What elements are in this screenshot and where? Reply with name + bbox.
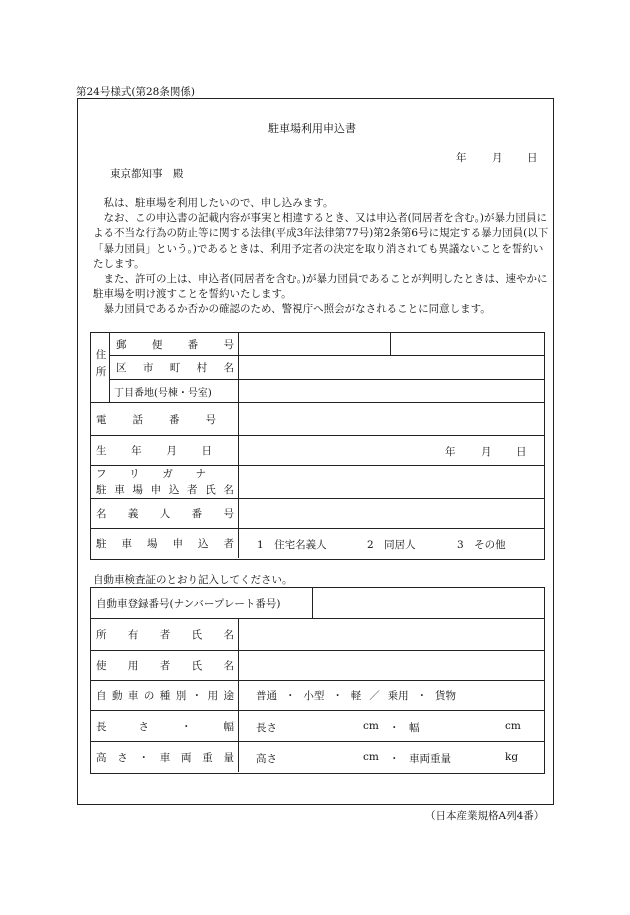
postal-code-extra-field[interactable]: [391, 333, 543, 355]
phone-label: 電 話 番 号: [96, 413, 216, 426]
user-input[interactable]: [239, 651, 543, 680]
body-paragraph: 私は、駐車場を利用したいので、申し込みます。: [103, 197, 334, 209]
owner-label: 所 有 者 氏 名: [96, 629, 234, 641]
height-weight-label: 高 さ ・ 車 両 重 量: [96, 751, 234, 764]
holder-number-input[interactable]: [239, 499, 543, 528]
form-number: 第24号様式(第28条関係): [76, 86, 195, 98]
type-use-label: 自 動 車 の 種 別 ・ 用 途: [96, 690, 234, 702]
postal-code-label: 郵 便 番 号: [116, 338, 234, 351]
registration-label: 自動車登録番号(ナンバープレート番号): [96, 597, 281, 610]
user-label: 使 用 者 氏 名: [96, 660, 234, 672]
holder-number-label: 名 義 人 番 号: [96, 508, 234, 520]
applicant-name-input[interactable]: [239, 466, 543, 498]
body-paragraph: また、許可の上は、申込者(同居者を含む。)が暴力団員であることが判明したときは、速やかに駐車場を明け渡すことを誓約いたします。: [93, 273, 548, 301]
birth-label: 生 年 月 日: [96, 445, 212, 457]
addressee: 東京都知事 殿: [110, 168, 184, 180]
address-label: [93, 347, 109, 381]
date-year: 年: [456, 152, 467, 164]
date-month: 月: [492, 152, 503, 164]
birth-input[interactable]: 年 月 日: [445, 446, 527, 458]
city-label: 区 市 町 村 名: [116, 362, 234, 374]
city-input[interactable]: [239, 356, 543, 379]
footer-note: （日本産業規格A列4番）: [425, 810, 545, 822]
option-other[interactable]: 3 その他: [457, 539, 506, 551]
body-paragraph: 暴力団員であるか否かの確認のため、警視庁へ照会がなされることに同意します。: [103, 303, 491, 316]
furigana-label: フ リ ガ ナ: [96, 468, 206, 480]
applicant-name-label: 駐 車 場 申 込 者 氏 名: [96, 483, 234, 496]
applicant-type-options: [239, 529, 543, 558]
length-width-label: 長 さ ・ 幅: [96, 720, 234, 733]
vehicle-note: 自動車検査証のとおり記入してください。: [93, 574, 293, 586]
body-text: [93, 196, 551, 318]
address-label-char: 住: [95, 349, 107, 361]
length-width-input[interactable]: 長さ cm ・ 幅 cm: [256, 720, 521, 734]
date-day: 日: [527, 152, 538, 164]
height-weight-input[interactable]: 高さ cm ・ 車両重量 kg: [256, 751, 519, 765]
applicant-type-label: 駐 車 場 申 込 者: [96, 538, 234, 550]
street-label: 丁目番地(号棟・号室): [114, 387, 212, 399]
type-use-options[interactable]: 普通 ・ 小型 ・ 軽 ／ 乗用 ・ 貨物: [256, 690, 456, 702]
registration-input[interactable]: [313, 588, 543, 618]
form-title: 駐車場利用申込書: [268, 122, 356, 135]
option-residence-holder[interactable]: 1 住宅名義人: [257, 539, 327, 551]
street-input[interactable]: [239, 380, 543, 402]
option-cohabitant[interactable]: 2 同居人: [367, 539, 416, 551]
postal-code-input[interactable]: [239, 333, 389, 355]
owner-input[interactable]: [239, 619, 543, 650]
body-paragraph: なお、この申込書の記載内容が事実と相違するとき、又は申込者(同居者を含む。)が暴力団員による不当な行為の防止等に関する法律(平成3年法律第77号)第2条第6号に規定する暴力団員(以下「暴力団員」という。)であるときは、利用予定者の決定を取り消されても異議ないことを誓約いたします。: [93, 212, 549, 270]
address-label-char: 所: [95, 366, 107, 378]
phone-input[interactable]: [239, 403, 543, 435]
